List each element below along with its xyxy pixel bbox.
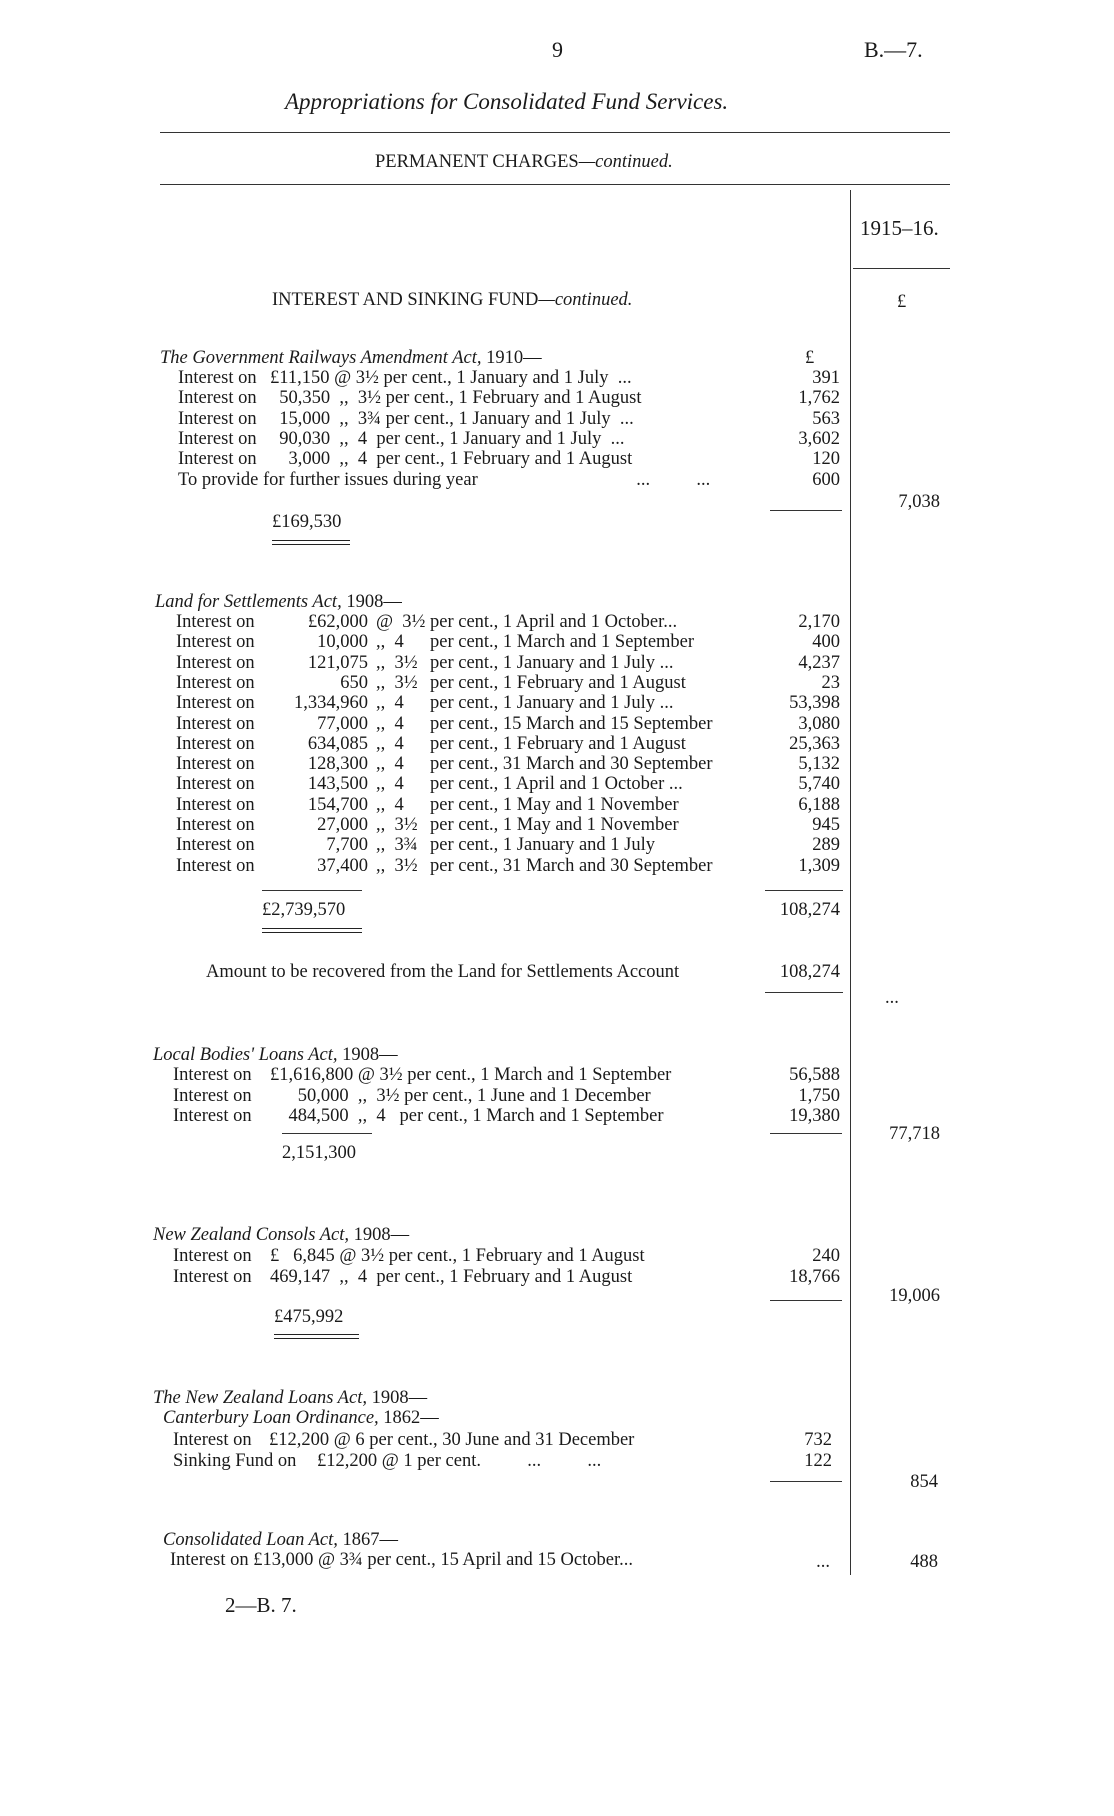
row-amount: 18,766 (789, 1266, 840, 1287)
consols-total-principal: £475,992 (274, 1307, 344, 1327)
row-label: Interest on (176, 774, 255, 795)
page-number: 9 (552, 37, 563, 62)
row-rate: ,, 3½ (376, 815, 418, 835)
row-rate: ,, 4 (376, 754, 404, 775)
row-principal: 27,000 (317, 815, 368, 835)
row-rate: ,, 4 (376, 733, 404, 754)
row-principal: 154,700 (307, 794, 368, 815)
row-rate: ,, 3¾ (376, 835, 418, 856)
document-code: B.—7. (864, 37, 923, 62)
section-heading: INTEREST AND SINKING FUND—continued. (272, 290, 633, 310)
row-desc: per cent., 31 March and 30 September (430, 754, 713, 775)
row-label: Interest on (173, 1266, 252, 1287)
row-amount: 563 (812, 408, 840, 429)
land-double-rule (262, 928, 362, 933)
row-principal: 37,400 (317, 855, 368, 876)
row-label: Interest on (176, 713, 255, 734)
row-amount: 25,363 (789, 733, 840, 754)
row-desc: per cent., 1 May and 1 November (430, 815, 679, 835)
row-principal: 7,700 (326, 835, 368, 856)
land-principal-rule (262, 890, 362, 891)
row-desc: per cent., 1 January and 1 July ... (430, 693, 674, 714)
page-subtitle: PERMANENT CHARGES—continued. (375, 152, 673, 172)
row-desc: £12,200 @ 1 per cent. ... ... (317, 1450, 602, 1471)
header-rule (160, 132, 950, 133)
row-label: Interest on (176, 693, 255, 714)
row-desc: 484,500 ,, 4 per cent., 1 March and 1 September (270, 1106, 664, 1126)
railways-unit: £ (805, 348, 815, 368)
row-amount: 4,237 (798, 652, 840, 673)
consolidated-act-title: Consolidated Loan Act, 1867— (163, 1530, 399, 1550)
row-desc: £12,200 @ 6 per cent., 30 June and 31 December (269, 1430, 635, 1450)
row-label: Interest on (176, 754, 255, 775)
consols-double-rule (274, 1334, 359, 1339)
row-amount: 120 (812, 449, 840, 470)
row-desc: 50,350 ,, 3½ per cent., 1 February and 1 August (270, 388, 642, 409)
row-label: Interest on (173, 1085, 252, 1106)
row-principal: 143,500 (307, 774, 368, 795)
row-desc: 90,030 ,, 4 per cent., 1 January and 1 July ... (270, 428, 625, 449)
row-amount: 19,380 (789, 1106, 840, 1126)
row-label: Interest on (178, 388, 257, 409)
railways-rule (770, 510, 842, 511)
row-label: Interest on (173, 1246, 252, 1266)
page-title: Appropriations for Consolidated Fund Services. (285, 89, 729, 114)
row-amount: 6,188 (798, 794, 840, 815)
row-label: Interest on (178, 408, 257, 429)
row-desc: per cent., 31 March and 30 September (430, 855, 713, 876)
loans-amount-rule (770, 1481, 842, 1482)
consols-act-title: New Zealand Consols Act, 1908— (153, 1225, 410, 1245)
consols-year-total: 19,006 (889, 1286, 940, 1306)
row-desc: 50,000 ,, 3½ per cent., 1 June and 1 December (270, 1085, 651, 1106)
row-desc: £11,150 @ 3½ per cent., 1 January and 1 July ... (270, 368, 632, 388)
row-label: Interest on (176, 652, 255, 673)
consols-amount-rule (770, 1300, 842, 1301)
railways-double-rule (272, 540, 350, 545)
row-principal: 10,000 (317, 632, 368, 653)
land-total-amount: 108,274 (779, 900, 840, 920)
land-recovered-rule (765, 992, 843, 993)
row-amount: 1,309 (798, 855, 840, 876)
row-principal: 634,085 (307, 733, 368, 754)
row-amount: 289 (812, 835, 840, 856)
row-desc: per cent., 1 January and 1 July ... (430, 652, 674, 673)
row-label: Sinking Fund on (173, 1450, 297, 1471)
row-label: Interest on (173, 1106, 252, 1126)
row-rate: ,, 3½ (376, 672, 418, 693)
local-principal-rule (282, 1133, 372, 1134)
row-label: Interest on (176, 733, 255, 754)
row-label: Interest on (173, 1065, 252, 1085)
land-recovered-amount: 108,274 (779, 962, 840, 982)
row-amount: 122 (804, 1450, 832, 1471)
row-amount: 5,740 (798, 774, 840, 795)
row-principal: 128,300 (307, 754, 368, 775)
land-act-title: Land for Settlements Act, 1908— (155, 592, 402, 612)
land-recovered-label: Amount to be recovered from the Land for Settlements Account (206, 962, 680, 982)
row-desc: per cent., 1 March and 1 September (430, 632, 695, 653)
row-amount: 2,170 (798, 612, 840, 632)
row-desc: per cent., 15 March and 15 September (430, 713, 713, 734)
row-desc: 15,000 ,, 3¾ per cent., 1 January and 1 July ... (270, 408, 634, 429)
row-rate: @ 3½ (376, 612, 426, 632)
land-year-total: ... (885, 988, 899, 1008)
row-desc: 469,147 ,, 4 per cent., 1 February and 1 August (270, 1266, 633, 1287)
year-column-heading: 1915–16. (860, 216, 939, 240)
row-rate: ,, 4 (376, 794, 404, 815)
consolidated-year-total: 488 (910, 1552, 938, 1572)
row-desc: per cent., 1 February and 1 August (430, 672, 686, 693)
loans-sub-title: Canterbury Loan Ordinance, 1862— (163, 1408, 439, 1428)
subtitle-rule (160, 184, 950, 185)
row-rate: ,, 4 (376, 632, 404, 653)
row-amount: 400 (812, 632, 840, 653)
row-desc: £1,616,800 @ 3½ per cent., 1 March and 1 September (270, 1065, 672, 1085)
railways-total-principal: £169,530 (272, 512, 342, 532)
land-amount-rule (765, 890, 843, 891)
row-principal: £62,000 (307, 612, 368, 632)
row-amount: 945 (812, 815, 840, 835)
row-rate: ,, 4 (376, 713, 404, 734)
row-amount: 240 (812, 1246, 840, 1266)
year-column-divider (850, 190, 851, 1575)
row-rate: ,, 3½ (376, 652, 418, 673)
row-amount: 3,080 (798, 713, 840, 734)
row-principal: 121,075 (307, 652, 368, 673)
land-total-principal: £2,739,570 (262, 900, 346, 920)
row-label: Interest on (176, 672, 255, 693)
row-amount: 732 (804, 1430, 832, 1450)
row-desc: per cent., 1 January and 1 July (430, 835, 656, 856)
row-label: Interest on (178, 428, 257, 449)
row-principal: 1,334,960 (294, 693, 368, 714)
row-desc: 3,000 ,, 4 per cent., 1 February and 1 August (270, 449, 633, 470)
row-amount: 53,398 (789, 693, 840, 714)
row-rate: ,, 4 (376, 693, 404, 714)
row-principal: 650 (340, 672, 368, 693)
row-amount: 5,132 (798, 754, 840, 775)
row-label: Interest on (173, 1430, 252, 1450)
row-label: Interest on (178, 449, 257, 470)
row-amount: 23 (821, 672, 840, 693)
row-desc: per cent., 1 February and 1 August (430, 733, 686, 754)
row-rate: ,, 3½ (376, 855, 418, 876)
row-desc: per cent., 1 April and 1 October... (430, 612, 678, 632)
railways-year-total: 7,038 (898, 492, 940, 512)
local-total-principal: 2,151,300 (282, 1143, 356, 1163)
row-label: Interest on (178, 368, 257, 388)
year-column-unit: £ (897, 292, 907, 312)
row-label: To provide for further issues during year (178, 469, 478, 490)
loans-act-title: The New Zealand Loans Act, 1908— (153, 1388, 428, 1408)
row-amount: 1,750 (798, 1085, 840, 1106)
row-label: Interest on (176, 835, 255, 856)
row-label: Interest on (176, 794, 255, 815)
local-amount-rule (770, 1133, 842, 1134)
row-rate: ,, 4 (376, 774, 404, 795)
loans-year-total: 854 (910, 1472, 938, 1492)
row-amount: 3,602 (798, 428, 840, 449)
row-amount: 56,588 (789, 1065, 840, 1085)
footer-signature: 2—B. 7. (225, 1593, 297, 1617)
row-label: Interest on (176, 815, 255, 835)
row-amount: 1,762 (798, 388, 840, 409)
consolidated-row-desc: Interest on £13,000 @ 3¾ per cent., 15 April and 15 October... (170, 1550, 633, 1570)
row-desc: per cent., 1 April and 1 October ... (430, 774, 683, 795)
railways-act-title: The Government Railways Amendment Act, 1910— (160, 348, 542, 368)
row-label: Interest on (176, 632, 255, 653)
row-principal: 77,000 (317, 713, 368, 734)
row-desc: ... ... (590, 469, 711, 490)
row-amount: 600 (812, 469, 840, 490)
consolidated-amount: ... (816, 1552, 830, 1572)
row-label: Interest on (176, 855, 255, 876)
year-column-rule (853, 268, 950, 269)
row-label: Interest on (176, 612, 255, 632)
local-year-total: 77,718 (889, 1124, 940, 1144)
row-amount: 391 (812, 368, 840, 388)
row-desc: per cent., 1 May and 1 November (430, 794, 679, 815)
local-act-title: Local Bodies' Loans Act, 1908— (153, 1045, 398, 1065)
row-desc: £ 6,845 @ 3½ per cent., 1 February and 1 August (270, 1246, 645, 1266)
